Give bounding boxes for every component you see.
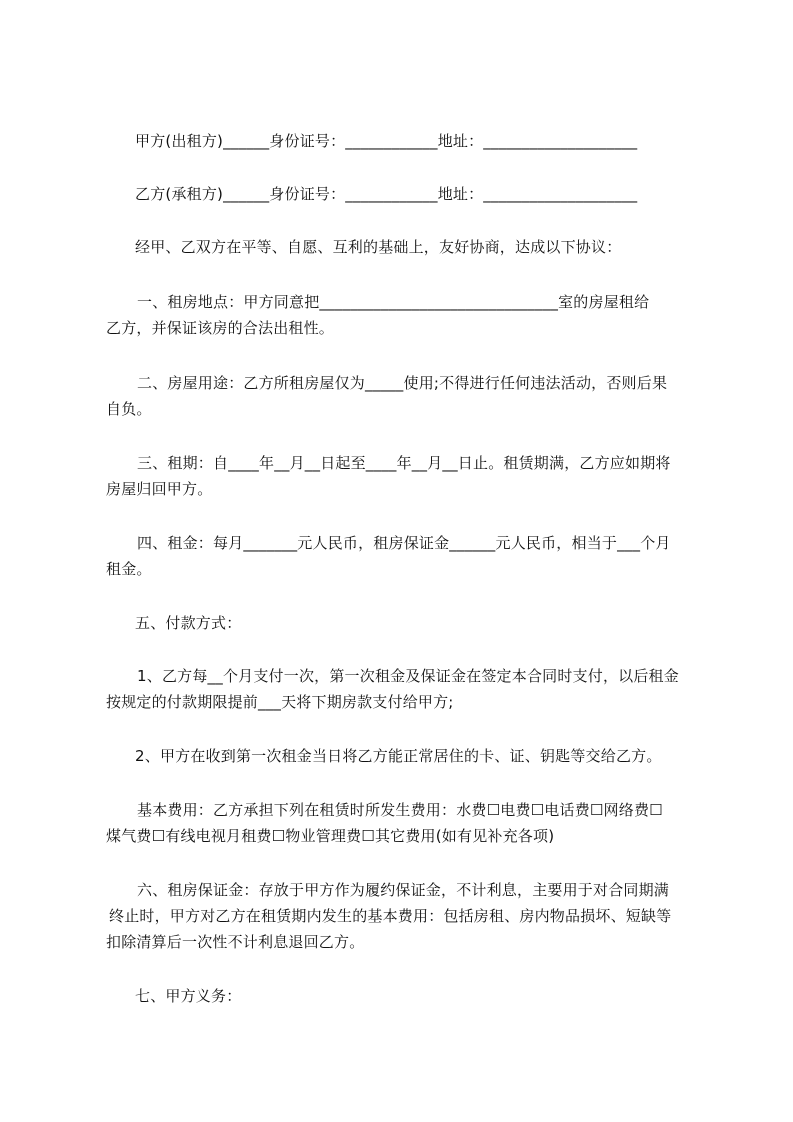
clause-5-item-1-line-1: 1、乙方每__个月支付一次，第一次租金及保证金在签定本合同时支付，以后租金 [137, 667, 679, 685]
party-a-line: 甲方(出租方)______身份证号：____________地址：____________________ [135, 132, 638, 150]
clause-3-line-1: 三、租期：自____年__月__日起至____年__月__日止。租赁期满，乙方应如期将 [137, 454, 671, 472]
clause-5-item-1-line-2: 按规定的付款期限提前___天将下期房款支付给甲方; [106, 693, 454, 711]
clause-6-line-1: 六、租房保证金：存放于甲方作为履约保证金，不计利息，主要用于对合同期满 [137, 881, 670, 899]
basic-fees-line-2: 煤气费☐有线电视月租费☐物业管理费☐其它费用(如有见补充各项) [106, 827, 555, 845]
clause-1-line-2: 乙方，并保证该房的合法出租性。 [106, 319, 335, 337]
clause-6-line-3: 扣除清算后一次性不计利息退回乙方。 [106, 933, 365, 951]
clause-2-line-1: 二、房屋用途：乙方所租房屋仅为_____使用;不得进行任何违法活动，否则后果 [137, 374, 668, 392]
clause-5-title: 五、付款方式： [135, 614, 242, 632]
clause-4-line-1: 四、租金：每月_______元人民币，租房保证金______元人民币，相当于___个月 [137, 534, 671, 552]
party-b-line: 乙方(承租方)______身份证号：____________地址：____________________ [135, 185, 638, 203]
clause-6-line-2: 终止时，甲方对乙方在租赁期内发生的基本费用：包括房租、房内物品损坏、短缺等 [109, 907, 672, 925]
clause-2-line-2: 自负。 [106, 400, 152, 418]
preamble: 经甲、乙双方在平等、自愿、互利的基础上，友好协商，达成以下协议： [135, 238, 622, 256]
clause-7-title: 七、甲方义务： [135, 987, 242, 1005]
basic-fees-line-1: 基本费用：乙方承担下列在租赁时所发生费用：水费☐电费☐电话费☐网络费☐ [137, 801, 663, 819]
clause-5-item-2: 2、甲方在收到第一次租金当日将乙方能正常居住的卡、证、钥匙等交给乙方。 [135, 747, 662, 765]
clause-1-line-1: 一、租房地点：甲方同意把_______________________________室的房屋租给 [137, 293, 650, 311]
clause-3-line-2: 房屋归回甲方。 [106, 480, 213, 498]
clause-4-line-2: 租金。 [106, 560, 152, 578]
